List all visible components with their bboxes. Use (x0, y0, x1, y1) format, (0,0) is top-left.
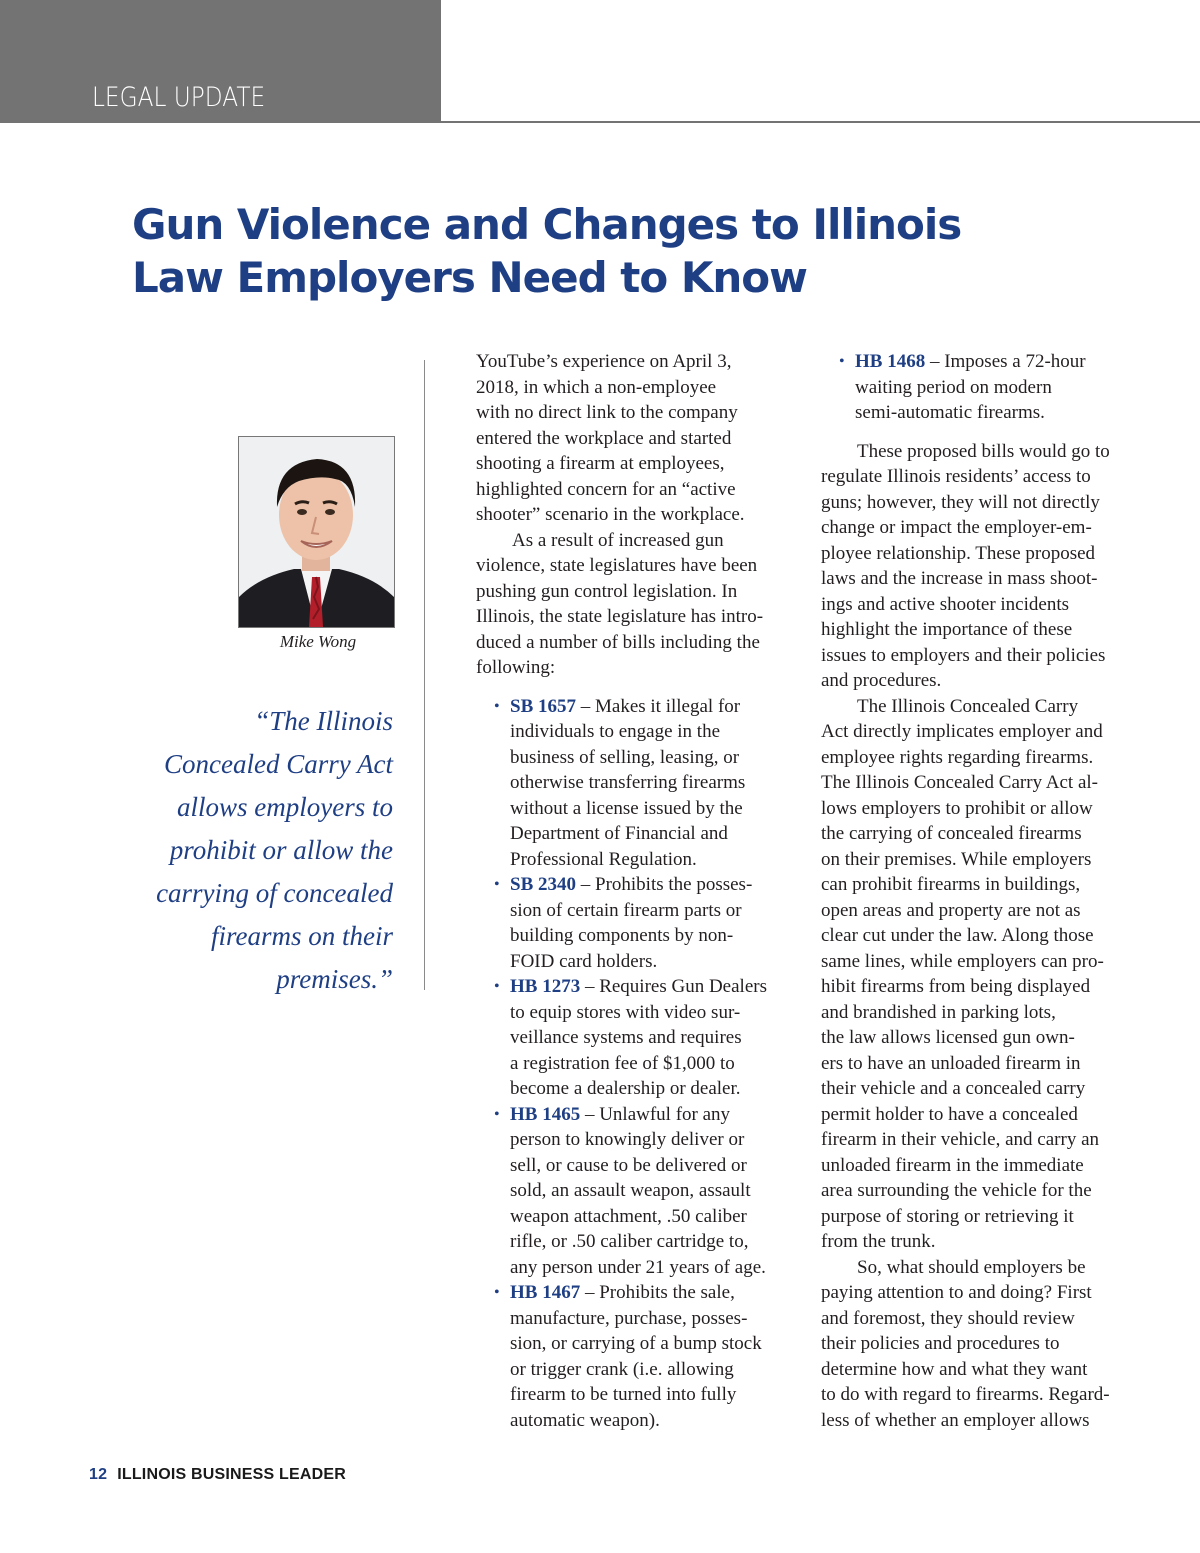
text-line: hibit firearms from being displayed (821, 976, 1091, 997)
article-title (132, 198, 961, 304)
pull-quote (140, 700, 393, 1001)
text-line: building components by non- (510, 925, 734, 946)
text-line: – Unlawful for any (580, 1103, 731, 1125)
text-line: individuals to engage in the (510, 721, 721, 742)
pull-quote-line: carrying of concealed (156, 878, 393, 908)
intro-paragraph (476, 349, 796, 528)
page-number: 12 (89, 1466, 108, 1483)
text-line: any person under 21 years of age. (510, 1256, 766, 1278)
text-line: and brandished in parking lots, (821, 1001, 1056, 1023)
text-line: clear cut under the law. Along those (821, 925, 1094, 946)
text-line: sell, or cause to be delivered or (510, 1154, 747, 1176)
bill-code: SB 1657 (510, 695, 576, 717)
text-line: 2018, in which a non-employee (476, 376, 717, 398)
text-line: shooting a firearm at employees, (476, 453, 725, 474)
text-line: – Imposes a 72-hour (925, 351, 1086, 372)
section-label: LEGAL UPDATE (92, 82, 266, 113)
text-line: ings and active shooter incidents (821, 593, 1069, 615)
text-line: laws and the increase in mass shoot- (821, 568, 1098, 589)
text-line: their vehicle and a concealed carry (821, 1078, 1086, 1099)
text-line: unloaded firearm in the immediate (821, 1154, 1084, 1176)
text-line: veillance systems and requires (510, 1027, 742, 1048)
text-line: business of selling, leasing, or (510, 746, 740, 768)
bullet-icon: • (494, 876, 500, 893)
text-line: highlight the importance of these (821, 619, 1073, 640)
bill-item-hb1467 (476, 1280, 796, 1433)
text-line: – Prohibits the posses- (576, 874, 753, 895)
text-line: shooter” scenario in the workplace. (476, 504, 745, 525)
text-line: – Makes it illegal for (576, 695, 741, 717)
text-line: Act directly implicates employer and (821, 721, 1103, 742)
text-line: and procedures. (821, 670, 942, 691)
text-line: manufacture, purchase, posses- (510, 1307, 748, 1329)
bill-code: HB 1467 (510, 1282, 581, 1303)
body-column-2 (821, 349, 1141, 1433)
bill-code: SB 2340 (510, 874, 576, 895)
body-column-1 (476, 349, 796, 1433)
text-line: open areas and property are not as (821, 899, 1081, 921)
text-line: Illinois, the state legislature has intro- (476, 606, 764, 627)
text-line: to equip stores with video sur- (510, 1001, 741, 1023)
bill-code: HB 1468 (855, 351, 926, 372)
text-line: The Illinois Concealed Carry Act al- (821, 772, 1098, 793)
text-line: weapon attachment, .50 caliber (510, 1205, 747, 1227)
publication-name: ILLINOIS BUSINESS LEADER (117, 1466, 347, 1483)
text-line: and foremost, they should review (821, 1307, 1075, 1329)
pull-quote-line: premises.” (276, 964, 393, 994)
column-divider (424, 360, 425, 990)
text-line: ployee relationship. These proposed (821, 542, 1096, 564)
header-rule (441, 121, 1200, 123)
concealed-carry-paragraph (821, 694, 1141, 1255)
bill-item-hb1273 (476, 974, 796, 1102)
bill-list-continued (821, 349, 1141, 426)
text-line: otherwise transferring firearms (510, 772, 746, 793)
text-line: area surrounding the vehicle for the (821, 1180, 1092, 1201)
bill-item-hb1468 (821, 349, 1141, 426)
text-line: from the trunk. (821, 1231, 936, 1252)
bullet-icon: • (839, 353, 845, 370)
text-line: These proposed bills would go to (857, 440, 1110, 462)
text-line: firearm to be turned into fully (510, 1384, 737, 1405)
text-line: entered the workplace and started (476, 427, 732, 449)
text-line: person to knowingly deliver or (510, 1129, 745, 1150)
text-line: permit holder to have a concealed (821, 1103, 1078, 1125)
text-line: paying attention to and doing? First (821, 1282, 1092, 1303)
bullet-icon: • (494, 697, 500, 715)
text-line: Professional Regulation. (510, 848, 697, 870)
text-line: determine how and what they want (821, 1358, 1088, 1380)
text-line: issues to employers and their policies (821, 644, 1106, 666)
bill-code: HB 1465 (510, 1103, 581, 1125)
text-line: highlighted concern for an “active (476, 478, 736, 500)
text-line: ers to have an unloaded firearm in (821, 1052, 1081, 1074)
employer-guidance-paragraph (821, 1255, 1141, 1434)
text-line: sion of certain firearm parts or (510, 899, 742, 921)
author-caption: Mike Wong (279, 632, 357, 651)
text-line: As a result of increased gun (512, 529, 724, 551)
text-line: rifle, or .50 caliber cartridge to, (510, 1231, 749, 1252)
proposed-bills-paragraph (821, 439, 1141, 694)
text-line: the carrying of concealed firearms (821, 823, 1082, 844)
author-photo (238, 436, 395, 628)
text-line: purpose of storing or retrieving it (821, 1205, 1074, 1227)
text-line: to do with regard to firearms. Regard- (821, 1384, 1110, 1405)
text-line: the law allows licensed gun own- (821, 1027, 1075, 1048)
text-line: firearm in their vehicle, and carry an (821, 1129, 1099, 1150)
text-line: FOID card holders. (510, 950, 658, 972)
text-line: – Requires Gun Dealers (580, 976, 767, 997)
text-line: Department of Financial and (510, 823, 728, 844)
text-line: YouTube’s experience on April 3, (476, 351, 732, 372)
pull-quote-line: Concealed Carry Act (164, 749, 393, 779)
text-line: duced a number of bills including the (476, 631, 760, 653)
text-line: waiting period on modern (855, 376, 1052, 398)
text-line: on their premises. While employers (821, 848, 1092, 870)
bullet-icon: • (494, 978, 500, 995)
text-line: employee rights regarding firearms. (821, 746, 1094, 768)
author-portrait-image (239, 437, 394, 627)
text-line: without a license issued by the (510, 797, 743, 819)
text-line: less of whether an employer allows (821, 1409, 1090, 1431)
text-line: can prohibit firearms in buildings, (821, 874, 1081, 895)
pull-quote-line: allows employers to (177, 792, 393, 822)
text-line: sold, an assault weapon, assault (510, 1180, 751, 1201)
text-line: regulate Illinois residents’ access to (821, 466, 1091, 487)
text-line: sion, or carrying of a bump stock (510, 1333, 762, 1354)
text-line: pushing gun control legislation. In (476, 580, 738, 602)
text-line: a registration fee of $1,000 to (510, 1052, 735, 1074)
text-line: become a dealership or dealer. (510, 1078, 741, 1099)
text-line: lows employers to prohibit or allow (821, 797, 1093, 819)
pull-quote-line: “The Illinois (254, 706, 393, 736)
bill-item-hb1465 (476, 1102, 796, 1281)
text-line: semi-automatic firearms. (855, 402, 1045, 423)
bill-code: HB 1273 (510, 976, 581, 997)
bullet-icon: • (494, 1284, 500, 1301)
text-line: their policies and procedures to (821, 1333, 1060, 1354)
article-title-line: Law Employers Need to Know (132, 253, 807, 302)
text-line: or trigger crank (i.e. allowing (510, 1358, 734, 1380)
pull-quote-line: prohibit or allow the (169, 835, 393, 865)
article-title-line: Gun Violence and Changes to Illinois (132, 200, 962, 249)
text-line: So, what should employers be (857, 1256, 1086, 1278)
bill-item-sb1657 (476, 694, 796, 873)
text-line: The Illinois Concealed Carry (857, 695, 1079, 717)
page-footer (89, 1466, 346, 1484)
text-line: with no direct link to the company (476, 402, 738, 423)
pull-quote-line: firearms on their (211, 921, 393, 951)
bill-item-sb2340 (476, 872, 796, 974)
text-line: – Prohibits the sale, (580, 1282, 735, 1303)
bullet-icon: • (494, 1105, 500, 1123)
legislation-paragraph (476, 528, 796, 681)
text-line: violence, state legislatures have been (476, 555, 758, 576)
text-line: change or impact the employer-em- (821, 517, 1092, 538)
text-line: guns; however, they will not directly (821, 491, 1100, 513)
bill-list (476, 694, 796, 1434)
text-line: following: (476, 657, 556, 678)
text-line: same lines, while employers can pro- (821, 950, 1104, 972)
text-line: automatic weapon). (510, 1409, 660, 1431)
